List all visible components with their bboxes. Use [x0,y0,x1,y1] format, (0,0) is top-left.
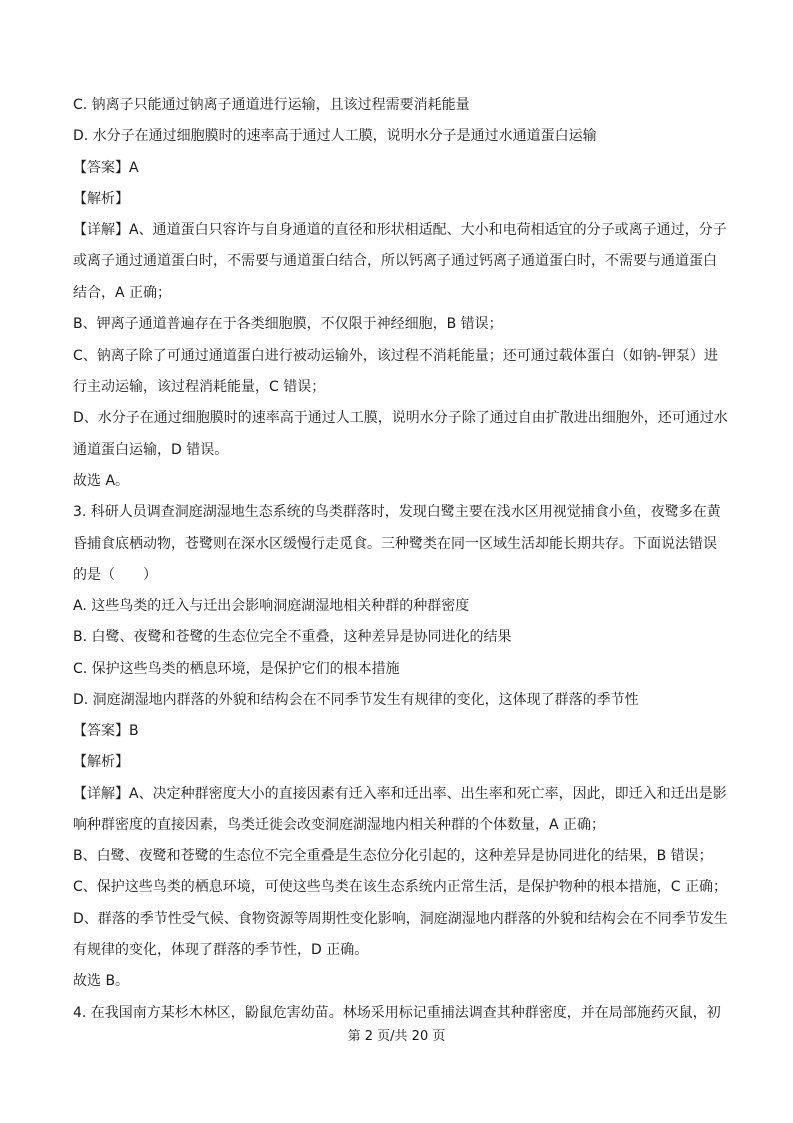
explanation-line: 通道蛋白运输，D 错误。 [73,442,229,458]
question-3-stem: 的是（ ） [73,567,157,583]
analysis-label: 【解析】 [73,754,129,770]
question-3-option-a: A. 这些鸟类的迁入与迁出会影响洞庭湖湿地相关种群的种群密度 [73,598,470,614]
explanation-line: 响种群密度的直接因素，鸟类迁徙会改变洞庭湖湿地内相关种群的个体数量，A 正确； [73,817,606,833]
answer-label: 【答案】A [73,160,139,176]
conclusion-line: 故选 A。 [73,473,130,489]
explanation-line: D、群落的季节性受气候、食物资源等周期性变化影响，洞庭湖湿地内群落的外貌和结构会在不同季节发生 [73,911,728,927]
answer-label: 【答案】B [73,723,139,739]
explanation-line: C、保护这些鸟类的栖息环境，可使这些鸟类在该生态系统内正常生活，是保护物种的根本措施，C 正确； [73,879,727,895]
explanation-line: 行主动运输，该过程消耗能量，C 错误； [73,379,326,395]
option-c-prev: C. 钠离子只能通过钠离子通道进行运输，且该过程需要消耗能量 [73,97,470,113]
explanation-line: C、钠离子除了可通过通道蛋白进行被动运输外，该过程不消耗能量；还可通过载体蛋白（如钠-钾泵）进 [73,348,718,364]
question-3-option-b: B. 白鹭、夜鹭和苍鹭的生态位完全不重叠，这种差异是协同进化的结果 [73,629,512,645]
question-3-stem: 昏捕食底栖动物，苍鹭则在深水区缓慢行走觅食。三种鹭类在同一区域生活却能长期共存。下面说法错误 [73,536,717,552]
explanation-line: 【详解】A、决定种群密度大小的直接因素有迁入率和迁出率、出生率和死亡率，因此，即迁入和迁出是影 [73,786,727,802]
explanation-line: 或离子通过通道蛋白时，不需要与通道蛋白结合，所以钙离子通过钙离子通道蛋白时，不需要与通道蛋白 [73,253,717,269]
conclusion-line: 故选 B。 [73,973,130,989]
explanation-line: B、白鹭、夜鹭和苍鹭的生态位不完全重叠是生态位分化引起的，这种差异是协同进化的结果，B 错误； [73,848,713,864]
question-4-stem: 4. 在我国南方某杉木林区，鼢鼠危害幼苗。林场采用标记重捕法调查其种群密度，并在局部施药灭鼠，初 [73,1005,721,1021]
explanation-line: 【详解】A、通道蛋白只容许与自身通道的直径和形状相适配、大小和电荷相适宜的分子或离子通过，分子 [73,222,727,238]
question-3-stem: 3. 科研人员调查洞庭湖湿地生态系统的鸟类群落时，发现白鹭主要在浅水区用视觉捕食小鱼，夜鹭多在黄 [73,504,721,520]
analysis-label: 【解析】 [73,191,129,207]
question-3-option-d: D. 洞庭湖湿地内群落的外貌和结构会在不同季节发生有规律的变化，这体现了群落的季节性 [73,692,639,708]
explanation-line: B、钾离子通道普遍存在于各类细胞膜，不仅限于神经细胞，B 错误； [73,316,503,332]
explanation-line: 结合，A 正确； [73,285,172,301]
explanation-line: D、水分子在通过细胞膜时的速率高于通过人工膜，说明水分子除了通过自由扩散进出细胞外，还可通过水 [73,410,728,426]
option-d-prev: D. 水分子在通过细胞膜时的速率高于通过人工膜，说明水分子是通过水通道蛋白运输 [73,128,597,144]
explanation-line: 有规律的变化，体现了群落的季节性，D 正确。 [73,942,369,958]
page-footer: 第 2 页/共 20 页 [347,1029,446,1044]
question-3-option-c: C. 保护这些鸟类的栖息环境，是保护它们的根本措施 [73,661,400,677]
